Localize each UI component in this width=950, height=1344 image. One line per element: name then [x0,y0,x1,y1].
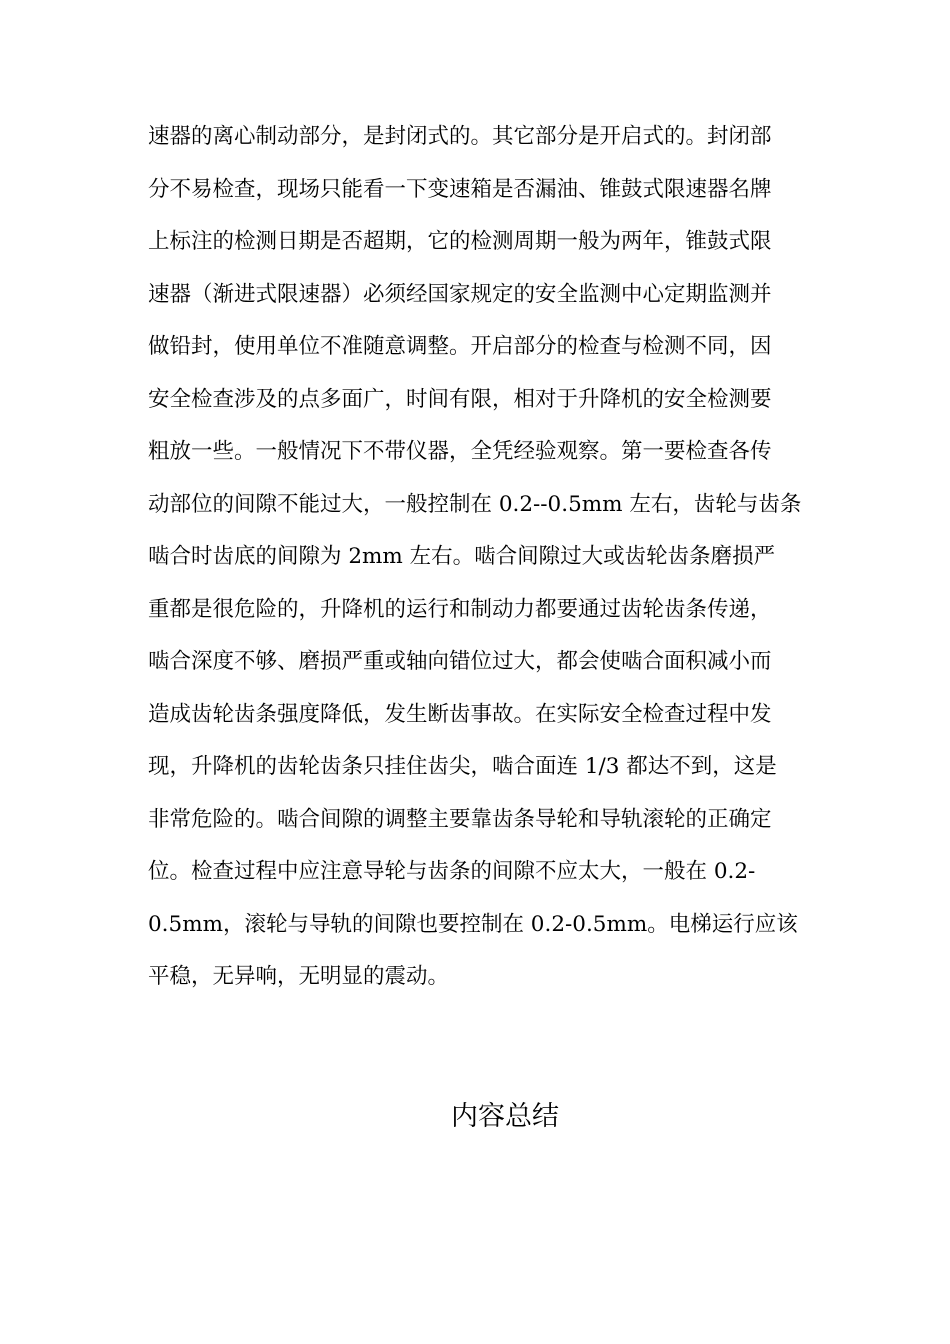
paragraph-line: 做铅封，使用单位不准随意调整。开启部分的检查与检测不同，因 [148,334,772,359]
paragraph-line: 现，升降机的齿轮齿条只挂住齿尖，啮合面连 1/3 都达不到，这是 [148,754,777,779]
paragraph-line: 造成齿轮齿条强度降低，发生断齿事故。在实际安全检查过程中发 [148,701,772,727]
paragraph-line: 安全检查涉及的点多面广，时间有限，相对于升降机的安全检测要 [148,386,772,412]
paragraph-line: 啮合时齿底的间隙为 2mm 左右。啮合间隙过大或齿轮齿条磨损严 [148,544,776,569]
paragraph-line: 速器的离心制动部分，是封闭式的。其它部分是开启式的。封闭部 [148,124,772,149]
paragraph-line: 啮合深度不够、磨损严重或轴向错位过大，都会使啮合面积减小而 [148,649,772,674]
paragraph-line: 位。检查过程中应注意导轮与齿条的间隙不应太大，一般在 0.2- [148,859,756,884]
paragraph-line: 重都是很危险的，升降机的运行和制动力都要通过齿轮齿条传递， [148,596,772,622]
paragraph-line: 速器（渐进式限速器）必须经国家规定的安全监测中心定期监测并 [148,281,772,307]
paragraph-line: 0.5mm，滚轮与导轨的间隙也要控制在 0.2-0.5mm。电梯运行应该 [148,911,798,937]
paragraph-line: 分不易检查，现场只能看一下变速箱是否漏油、锥鼓式限速器名牌 [148,176,772,202]
paragraph-line: 平稳，无异响，无明显的震动。 [148,964,450,989]
paragraph-line: 上标注的检测日期是否超期，它的检测周期一般为两年，锥鼓式限 [148,229,772,254]
body-paragraph [148,117,808,1010]
paragraph-line: 粗放一些。一般情况下不带仪器，全凭经验观察。第一要检查各传 [148,439,772,464]
paragraph-line: 非常危险的。啮合间隙的调整主要靠齿条导轮和导轨滚轮的正确定 [148,806,772,832]
paragraph-line: 动部位的间隙不能过大，一般控制在 0.2--0.5mm 左右，齿轮与齿条 [148,491,802,517]
summary-heading: 内容总结 [451,1101,559,1132]
